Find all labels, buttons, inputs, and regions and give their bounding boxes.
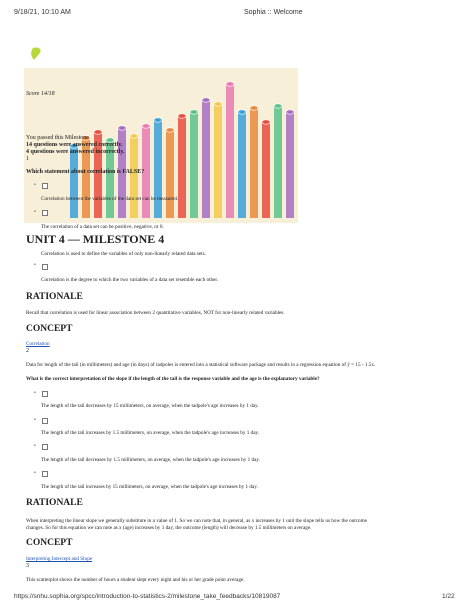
rationale-text: Recall that correlation is used for linear association between 2 quantitative variables, NOT for non-linearly related variables. xyxy=(26,310,285,316)
decorative-bar xyxy=(166,130,174,218)
decorative-bar xyxy=(250,108,258,218)
decorative-bar xyxy=(274,106,282,218)
decorative-bar-cap xyxy=(262,120,270,124)
answer-option: The correlation of a data set can be positive, negative, or 0. xyxy=(41,224,164,230)
question-1-number: 1 xyxy=(26,156,29,162)
concept-heading: CONCEPT xyxy=(26,538,73,548)
answer-radio[interactable] xyxy=(42,391,48,397)
print-page-title: Sophia :: Welcome xyxy=(244,9,303,16)
passed-message: You passed this Milestone xyxy=(26,135,89,141)
bullet-dot: • xyxy=(34,418,36,423)
decorative-bar-cap xyxy=(250,106,258,110)
decorative-bar-cap xyxy=(142,124,150,128)
answer-radio[interactable] xyxy=(42,418,48,424)
decorative-bar-cap xyxy=(226,82,234,86)
answer-option: Correlation is used to define the variables of only non-linearly related data sets. xyxy=(41,251,206,257)
print-url: https://snhu.sophia.org/spcc/introduction-to-statistics-2/milestone_take_feedbacks/10819087 xyxy=(14,593,281,600)
answer-option: The length of the tail decreases by 1.5 millimeters, on average, when the tadpole's age increases by 1 day. xyxy=(41,457,260,463)
bullet-dot: • xyxy=(34,471,36,476)
rationale-heading: RATIONALE xyxy=(26,498,83,508)
decorative-bar-cap xyxy=(130,134,138,138)
decorative-bar-cap xyxy=(238,110,246,114)
decorative-bar xyxy=(130,136,138,218)
print-datetime: 9/18/21, 10:10 AM xyxy=(14,9,71,16)
decorative-bar xyxy=(178,116,186,218)
answer-option: Correlation is the degree to which the two variables of a data set resemble each other. xyxy=(41,277,219,283)
bullet-dot: • xyxy=(34,391,36,396)
decorative-bar-cap xyxy=(202,98,210,102)
decorative-bar-cap xyxy=(154,118,162,122)
answer-radio[interactable] xyxy=(42,264,48,270)
unit-title: UNIT 4 — MILESTONE 4 xyxy=(26,232,165,246)
question-1-text: Which statement about correlation is FALSE? xyxy=(26,169,145,175)
decorative-bar-cap xyxy=(118,126,126,130)
decorative-bar-cap xyxy=(286,110,294,114)
concept-link-correlation[interactable]: Correlation xyxy=(26,341,50,347)
decorative-bar-cap xyxy=(274,104,282,108)
decorative-bar-cap xyxy=(214,102,222,106)
concept-heading: CONCEPT xyxy=(26,324,73,334)
answer-radio[interactable] xyxy=(42,183,48,189)
print-page-number: 1/22 xyxy=(442,593,455,600)
decorative-bar-cap xyxy=(178,114,186,118)
score-label: Score 14/18 xyxy=(26,91,55,97)
bullet-dot: • xyxy=(34,183,36,188)
bullet-dot: • xyxy=(34,263,36,268)
question-2-number: 2 xyxy=(26,348,29,354)
decorative-bar xyxy=(238,112,246,218)
question-2-prompt: What is the correct interpretation of the slope if the length of the tail is the response variable and the age is the explanatory variable? xyxy=(26,376,320,382)
answer-option: The length of the tail increases by 1.5 millimeters, on average, when the tadpole's age increases by 1 day. xyxy=(41,430,260,436)
answer-radio[interactable] xyxy=(42,444,48,450)
decorative-bar xyxy=(262,122,270,218)
decorative-bar xyxy=(286,112,294,218)
answer-option: Correlation between the variables of the data set can be measured. xyxy=(41,196,179,202)
bullet-dot: • xyxy=(34,444,36,449)
bullet-dot: • xyxy=(34,210,36,215)
answer-radio[interactable] xyxy=(42,210,48,216)
answer-radio[interactable] xyxy=(42,471,48,477)
question-3-number: 3 xyxy=(26,563,29,569)
decorative-bar-cap xyxy=(94,130,102,134)
decorative-bar-cap xyxy=(190,110,198,114)
rationale-text-line-1: When interpreting the linear slope we generally substitute in a value of 1. So we can note that, in general, as x increases by 1 unit the slope tells us how the outcome xyxy=(26,518,367,524)
sophia-logo-icon xyxy=(30,46,44,62)
rationale-text-line-2: changes. So for this equation we can note as x (age) increases by 1 day, the outcome (length) will decrease by 1.5 millimeters on average. xyxy=(26,525,312,531)
decorative-bar xyxy=(154,120,162,218)
decorative-bar xyxy=(190,112,198,218)
decorative-bar xyxy=(214,104,222,218)
question-3-text: This scatterplot shows the number of hours a student slept every night and his or her grade point average. xyxy=(26,577,245,583)
rationale-heading: RATIONALE xyxy=(26,292,83,302)
decorative-bar xyxy=(226,84,234,218)
correct-count: 14 questions were answered correctly. xyxy=(26,142,123,148)
question-2-text: Data for length of the tail (in millimeters) and age (in days) of tadpoles is entered into a statistical software package and results in a regression equation of ŷ = 15 - 1.5x. xyxy=(26,362,376,368)
incorrect-count: 4 questions were answered incorrectly. xyxy=(26,149,125,155)
decorative-bar-cap xyxy=(166,128,174,132)
decorative-bar xyxy=(202,100,210,218)
answer-option: The length of the tail increases by 15 millimeters, on average, when the tadpole's age increases by 1 day. xyxy=(41,484,258,490)
concept-link-intercept-slope[interactable]: Interpreting Intercept and Slope xyxy=(26,556,93,562)
answer-option: The length of the tail decreases by 15 millimeters, on average, when the tadpole's age increases by 1 day. xyxy=(41,403,259,409)
decorative-bar xyxy=(70,146,78,218)
